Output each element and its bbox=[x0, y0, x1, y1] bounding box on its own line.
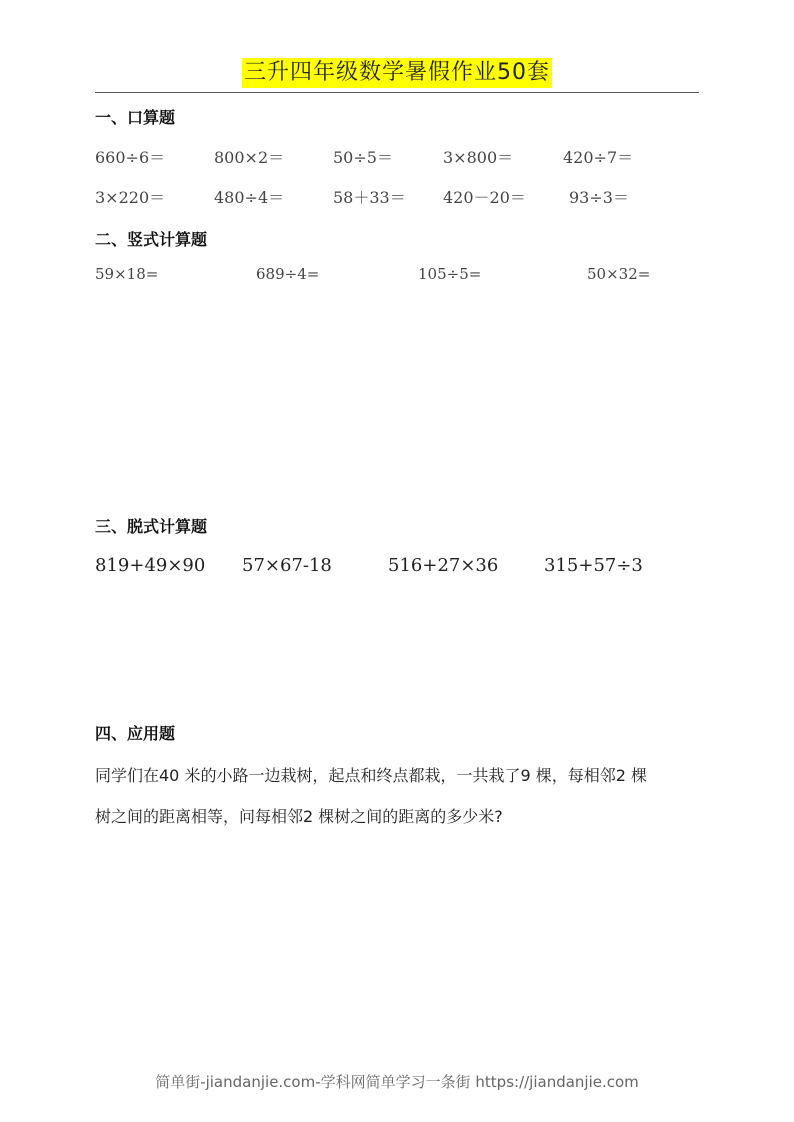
mixed-problem: 315+57÷3 bbox=[544, 555, 643, 576]
section-heading-vertical: 二、竖式计算题 bbox=[95, 230, 208, 249]
word-problem-line: 树之间的距离相等，问每相邻2 棵树之间的距离的多少米? bbox=[95, 807, 503, 826]
oral-problem: 420÷7＝ bbox=[563, 148, 634, 167]
section-heading-word: 四、应用题 bbox=[95, 724, 176, 743]
mixed-problem: 57×67-18 bbox=[242, 555, 332, 576]
oral-problem: 660÷6＝ bbox=[95, 148, 166, 167]
oral-problem: 3×220＝ bbox=[95, 188, 166, 207]
oral-problem: 3×800＝ bbox=[443, 148, 514, 167]
mixed-problem: 516+27×36 bbox=[388, 555, 499, 576]
oral-problem: 480÷4＝ bbox=[214, 188, 285, 207]
oral-problem: 93÷3＝ bbox=[569, 188, 629, 207]
mixed-problem: 819+49×90 bbox=[95, 555, 206, 576]
oral-problem: 50÷5＝ bbox=[333, 148, 393, 167]
section-heading-mixed: 三、脱式计算题 bbox=[95, 517, 208, 536]
title-wrapper bbox=[0, 58, 794, 88]
vertical-problem: 105÷5= bbox=[418, 265, 482, 283]
word-problem-line: 同学们在40 米的小路一边栽树，起点和终点都栽，一共栽了9 棵，每相邻2 棵 bbox=[95, 766, 647, 785]
oral-problem: 58＋33＝ bbox=[333, 188, 406, 207]
footer-text: 简单街-jiandanjie.com-学科网简单学习一条街 https://jiandanjie.com bbox=[155, 1073, 639, 1091]
vertical-problem: 689÷4= bbox=[256, 265, 320, 283]
oral-problem: 420－20＝ bbox=[443, 188, 526, 207]
page-title: 三升四年级数学暑假作业50套 bbox=[242, 58, 552, 88]
oral-problem: 800×2＝ bbox=[214, 148, 285, 167]
title-divider bbox=[95, 92, 699, 93]
section-heading-oral: 一、口算题 bbox=[95, 108, 176, 127]
vertical-problem: 59×18= bbox=[95, 265, 159, 283]
vertical-problem: 50×32= bbox=[587, 265, 651, 283]
